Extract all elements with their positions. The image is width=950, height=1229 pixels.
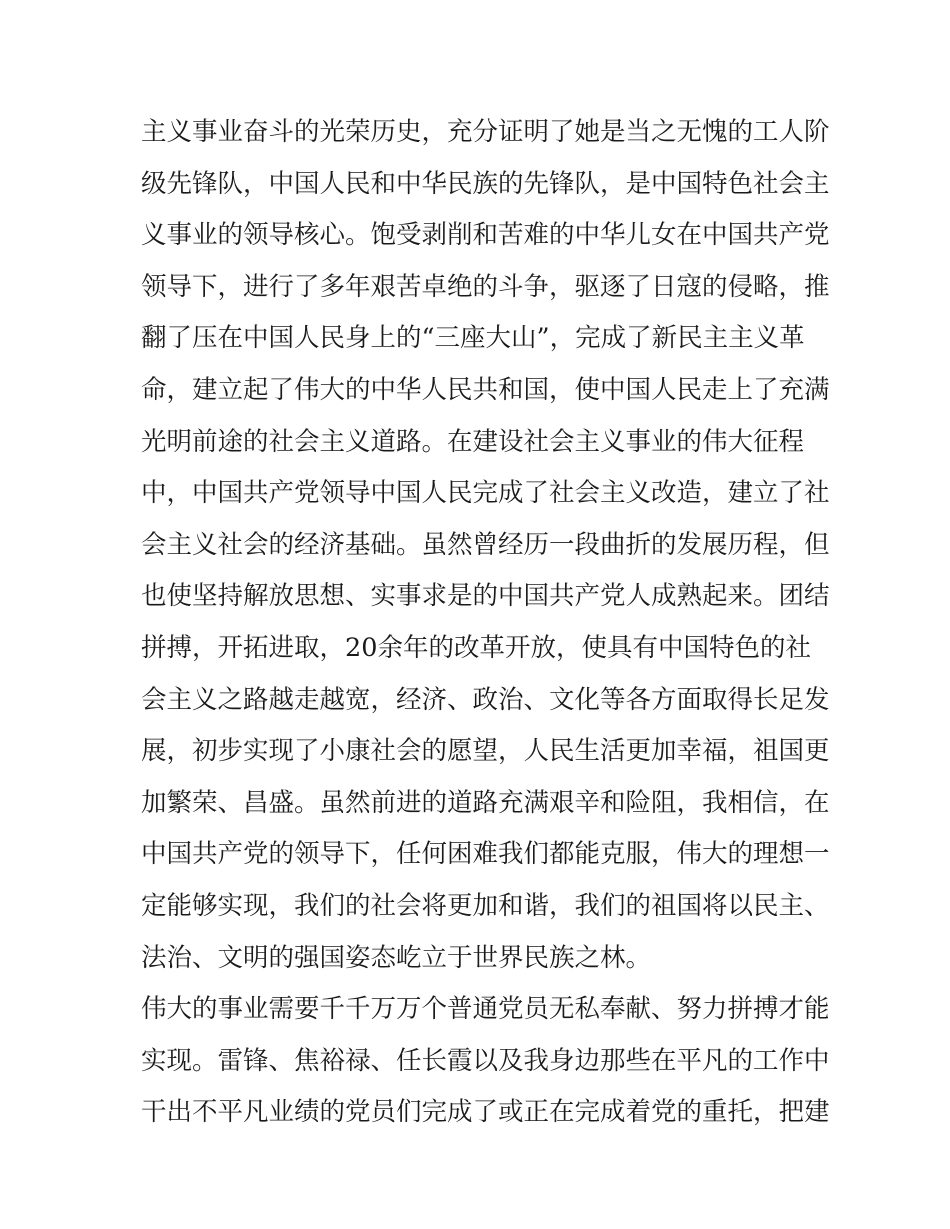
text-line: 中，中国共产党领导中国人民完成了社会主义改造，建立了社: [141, 478, 830, 509]
text-line: 义事业的领导核心。饱受剥削和苦难的中华儿女在中国共产党: [141, 220, 830, 251]
text-line: 光明前途的社会主义道路。在建设社会主义事业的伟大征程: [141, 426, 805, 457]
text-line: 干出不平凡业绩的党员们完成了或正在完成着党的重托，把建: [141, 1097, 830, 1128]
body-text: [141, 107, 830, 1139]
text-line: 实现。雷锋、焦裕禄、任长霞以及我身边那些在平凡的工作中: [141, 1045, 830, 1076]
text-line: 命，建立起了伟大的中华人民共和国，使中国人民走上了充满: [141, 374, 830, 405]
text-line: 主义事业奋斗的光荣历史，充分证明了她是当之无愧的工人阶: [141, 117, 830, 147]
text-line: 会主义社会的经济基础。虽然曾经历一段曲折的发展历程，但: [141, 529, 830, 560]
text-line: 拼搏，开拓进取，20余年的改革开放，使具有中国特色的社: [141, 632, 811, 663]
text-line: 级先锋队，中国人民和中华民族的先锋队，是中国特色社会主: [141, 168, 830, 199]
text-line: 展，初步实现了小康社会的愿望，人民生活更加幸福，祖国更: [141, 736, 830, 767]
text-line: 会主义之路越走越宽，经济、政治、文化等各方面取得长足发: [141, 684, 830, 715]
text-line: 也使坚持解放思想、实事求是的中国共产党人成熟起来。团结: [141, 581, 830, 612]
text-line: 定能够实现，我们的社会将更加和谐，我们的祖国将以民主、: [141, 890, 830, 921]
text-line: 法治、文明的强国姿态屹立于世界民族之林。: [141, 942, 652, 973]
text-line: 领导下，进行了多年艰苦卓绝的斗争，驱逐了日寇的侵略，推: [141, 271, 830, 302]
text-line: 中国共产党的领导下，任何困难我们都能克服，伟大的理想一: [141, 839, 830, 870]
text-line: 加繁荣、昌盛。虽然前进的道路充满艰辛和险阻，我相信，在: [141, 787, 830, 818]
text-line: 翻了压在中国人民身上的“三座大山”，完成了新民主主义革: [141, 323, 805, 354]
text-line: 伟大的事业需要千千万万个普通党员无私奉献、努力拼搏才能: [141, 994, 830, 1025]
